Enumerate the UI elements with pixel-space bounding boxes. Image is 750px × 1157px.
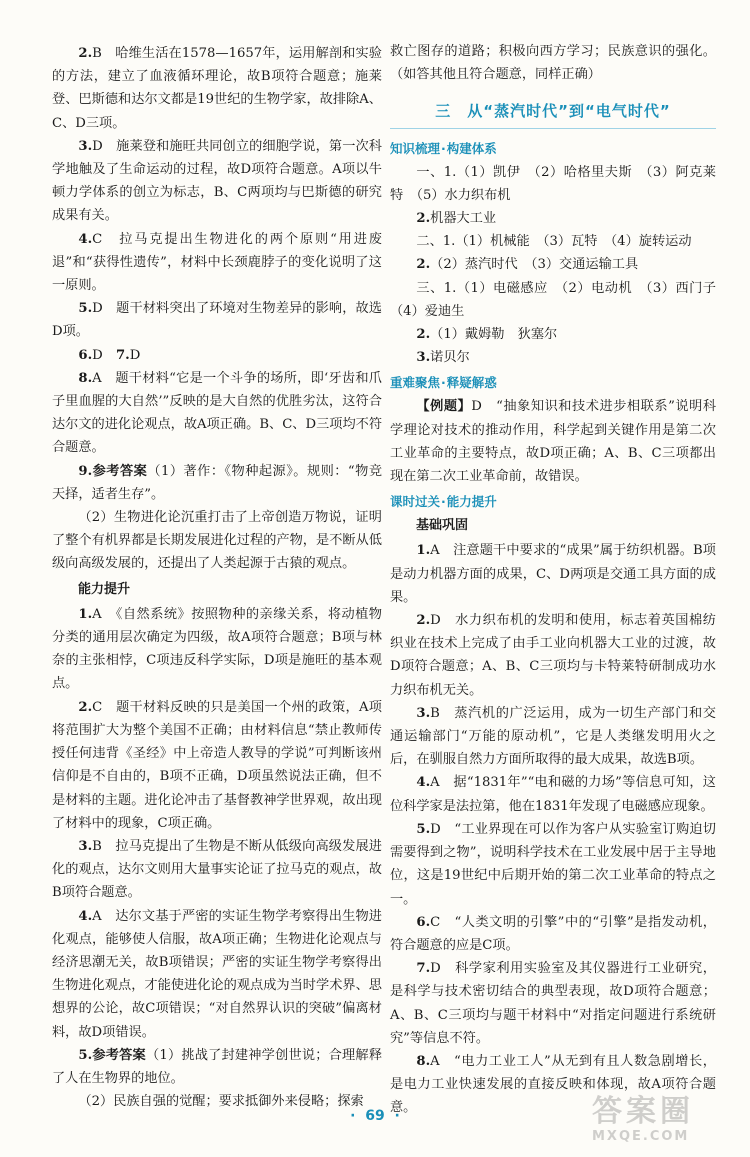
page-number: 69 — [365, 1108, 385, 1124]
page-footer: · 69 · — [350, 1108, 400, 1124]
answer-text: 三、1.（1）电磁感应 （2）电动机 （3）西门子 （4）爱迪生 — [390, 280, 730, 319]
answer-letter: B — [92, 46, 102, 61]
answer-text — [103, 348, 116, 363]
answer-text: 诺贝尔 — [430, 350, 470, 366]
answer-text: 题干材料反映的只是美国一个州的政策，A项将范围扩大为整个美国不正确；由材料信息“禁止教师传授任何违背《圣经》中上帝造人教导的学说”可判断该州信仰是不自由的，B项不正确，D项虽然说法正确，但不是材料的主题。进化论冲击了基督教神学世界观，故出现了材料中的现象，C项正确。 — [52, 699, 382, 831]
answer-keyword: 【例题】 — [416, 399, 472, 415]
question-number: 2. — [416, 211, 431, 227]
answer-text: 注意题干中要求的“成果”属于纺织机器。B项是动力机器方面的成果，C、D两项是交通工具方面的成果。 — [390, 543, 716, 605]
answer-text: 拉马克提出生物进化的两个原则“用进废退”和“获得性遗传”，材料中长颈鹿脖子的变化说明了这一原则。 — [52, 231, 382, 294]
answer-text: “人类文明的引擎”中的“引擎”是指发动机，符合题意的应是C项。 — [390, 914, 716, 953]
answer-paragraph — [390, 207, 716, 230]
answer-letter: C — [92, 231, 103, 247]
question-number: 4. — [416, 775, 431, 791]
left-column — [52, 42, 382, 1113]
question-number: 2. — [416, 327, 431, 343]
answer-letter: D — [430, 961, 441, 977]
answer-text: 救亡图存的道路；积极向西方学习；民族意识的强化。（如答其他且符合题意，同样正确） — [390, 44, 716, 83]
answer-paragraph — [52, 506, 382, 576]
answer-paragraph — [52, 367, 382, 460]
question-number: 4. — [78, 908, 93, 924]
answer-text: （1）挑战了封建神学创世说；合理解释了人在生物界的地位。 — [52, 1047, 383, 1086]
answer-letter: C — [92, 699, 103, 715]
right-column — [390, 40, 730, 1120]
banner-label: 释疑解惑 — [446, 375, 497, 391]
answer-text: （1）著作：《物种起源》。规则：“物竞天择，适者生存”。 — [52, 463, 383, 502]
answer-text: 据“1831年”“电和磁的力场”等信息可知，这位科学家是法拉第，他在1831年发现了电磁感应现象。 — [390, 775, 716, 814]
answer-paragraph — [390, 911, 716, 957]
answer-text: “工业界现在可以作为客户从实验室订购迫切需要得到之物”，说明科学技术在工业发展中居于主导地位，这是19世纪中后期开始的第二次工业革命的特点之一。 — [390, 821, 716, 907]
answer-text: D “抽象知识和技术进步相联系”说明科学理论对技术的推动作用，科学起到关键作用是第二次工业革命的主要特点，故D项正确；A、B、C三项都出现在第二次工业革命前，故错误。 — [390, 399, 717, 485]
watermark-text: 答案圈 — [592, 1094, 694, 1129]
answer-text: （2）蒸汽时代 （3）交通运输工具 — [430, 257, 639, 273]
answer-paragraph — [390, 957, 716, 1050]
answer-letter: D — [92, 301, 103, 317]
answer-letter: A — [430, 1053, 440, 1069]
question-number: 2. — [416, 613, 431, 629]
question-number: 5. — [78, 301, 93, 317]
answer-paragraph — [390, 346, 716, 369]
subsection-heading: 能力提升 — [78, 581, 131, 597]
question-number: 2. — [78, 46, 93, 61]
section-banner — [390, 373, 716, 393]
question-number: 7. — [115, 347, 130, 363]
question-number: 1. — [416, 543, 431, 559]
answer-letter: D — [430, 613, 441, 629]
answer-text: 《自然系统》按照物种的亲缘关系，将动植物分类的通用层次确定为四级，故A项符合题意；B项与林奈的主张相悖，C项违反科学实际，D项是施旺的基本观点。 — [52, 606, 382, 692]
answer-text: 机器大工业 — [430, 211, 497, 227]
watermark-domain: MXQE.COM — [592, 1129, 690, 1144]
section-banner — [390, 492, 716, 512]
answer-paragraph — [390, 323, 716, 346]
answer-letter: A — [92, 370, 102, 386]
answer-keyword: 参考答案 — [92, 463, 148, 479]
watermark-logo — [592, 1095, 742, 1151]
answer-letter: D — [129, 347, 141, 363]
banner-label: 能力提升 — [446, 494, 497, 510]
answer-text: 拉马克提出了生物是不断从低级向高级发展进化的观点，达尔文则用大量事实论证了拉马克的观点，故B项符合题意。 — [52, 838, 382, 901]
answer-paragraph — [390, 230, 716, 253]
question-number: 3. — [416, 350, 431, 366]
answer-paragraph — [390, 539, 716, 609]
answer-paragraph — [390, 395, 716, 488]
section-banner — [390, 139, 716, 159]
answer-paragraph — [390, 161, 716, 207]
answer-paragraph — [52, 344, 382, 367]
answer-letter: A — [92, 908, 102, 924]
answer-text: 水力织布机的发明和使用，标志着英国棉纺织业在技术上完成了由手工业向机器大工业的过渡，故D项符合题意；A、B、C三项均与卡特莱特研制成功水力织布机无关。 — [390, 613, 716, 698]
banner-label: 知识梳理 — [390, 140, 441, 156]
answer-paragraph — [390, 771, 716, 817]
answer-paragraph — [52, 297, 382, 343]
question-number: 7. — [416, 961, 431, 977]
question-number: 3. — [78, 838, 93, 854]
answer-paragraph — [390, 818, 716, 911]
question-number: 5. — [78, 1047, 93, 1063]
banner-dot: · — [441, 494, 446, 510]
answer-keyword: 参考答案 — [92, 1047, 146, 1063]
answer-text: （2）民族自强的觉醒；要求抵御外来侵略；探索 — [78, 1094, 364, 1110]
question-number: 1. — [78, 606, 93, 622]
banner-label: 课时过关 — [390, 494, 441, 510]
banner-label: 构建体系 — [446, 140, 497, 156]
answer-text: 题干材料突出了环境对生物差异的影响，故选D项。 — [52, 301, 382, 340]
answer-paragraph — [52, 905, 382, 1044]
answer-text: 哈维生活在1578—1657年，运用解剖和实验的方法，建立了血液循环理论，故B项符合题意；施莱登、巴斯德和达尔文都是19世纪的生物学家，故排除A、C、D三项。 — [52, 46, 382, 131]
answer-letter: A — [92, 606, 102, 622]
answer-paragraph — [52, 460, 382, 506]
answer-paragraph — [390, 609, 716, 702]
answer-text: 题干材料“它是一个斗争的场所，即‘牙齿和爪子里血腥的大自然’”反映的是大自然的优胜劣汰，这符合达尔文的进化论观点，故A项正确。B、C、D三项均不符合题意。 — [52, 370, 383, 456]
answer-paragraph — [390, 702, 716, 772]
answer-letter: C — [430, 914, 441, 930]
question-number: 3. — [416, 705, 431, 721]
question-number: 4. — [78, 231, 93, 247]
answer-text: 科学家利用实验室及其仪器进行工业研究，是科学与技术密切结合的典型表现，故D项符合题意；A、B、C三项均与题干材料中“对指定问题进行系统研究”等信息不符。 — [390, 961, 716, 1046]
question-number: 2. — [416, 257, 431, 273]
answer-letter: D — [92, 138, 103, 154]
answer-letter: B — [92, 838, 102, 854]
answer-paragraph — [52, 1044, 382, 1090]
question-number: 6. — [78, 347, 93, 363]
answer-paragraph — [52, 835, 382, 905]
answer-letter: D — [92, 347, 103, 363]
answer-text: 蒸汽机的广泛运用，成为一切生产部门和交通运输部门“万能的原动机”，它是人类继发明用火之后，在驯服自然力方面所取得的最大成果，故选B项。 — [390, 705, 716, 768]
answer-paragraph — [390, 277, 730, 323]
answer-text: 一、1.（1）凯伊 （2）哈格里夫斯 （3）阿克莱特 （5）水力织布机 — [390, 164, 716, 203]
answer-text: 施莱登和施旺共同创立的细胞学说，第一次科学地触及了生命运动的过程，故D项符合题意。A项以牛顿力学体系的创立为标志，B、C两项均与巴斯德的研究成果有关。 — [52, 138, 382, 224]
question-number: 9. — [78, 463, 93, 479]
banner-label: 重难聚焦 — [390, 375, 441, 391]
answer-paragraph — [52, 135, 382, 228]
answer-text: 达尔文基于严密的实证生物学考察得出生物进化观点，能够使人信服，故A项正确；生物进化论观点与经济思潮无关，故B项错误；严密的实证生物学考察得出生物进化观点，才能使进化论的观点成为当时学术界、思想界的公论，故C项错误；“对自然界认识的突破”偏离材料，故D项错误。 — [52, 908, 382, 1040]
question-number: 8. — [416, 1053, 431, 1069]
answer-letter: B — [430, 705, 440, 721]
answer-paragraph — [52, 603, 382, 696]
answer-paragraph — [52, 228, 382, 298]
banner-dot: · — [441, 140, 446, 156]
answer-paragraph — [390, 253, 716, 276]
question-number: 2. — [78, 699, 93, 715]
answer-text: “电力工业工人”从无到有且人数急剧增长，是电力工业快速发展的直接反映和体现，故A项符合题意。 — [390, 1053, 716, 1116]
answer-letter: A — [430, 543, 440, 559]
answer-paragraph — [52, 42, 382, 135]
question-number: 3. — [78, 138, 93, 154]
answer-letter: D — [430, 821, 441, 837]
answer-letter: A — [430, 775, 440, 791]
banner-dot: · — [441, 375, 446, 391]
question-number: 6. — [416, 914, 431, 930]
subsection-heading: 基础巩固 — [416, 518, 469, 534]
question-number: 8. — [78, 370, 93, 386]
section-title: 三 从“蒸汽时代”到“电气时代” — [390, 100, 716, 128]
answer-text: 二、1.（1）机械能 （3）瓦特 （4）旋转运动 — [416, 234, 692, 250]
answer-paragraph — [390, 40, 716, 86]
question-number: 5. — [416, 821, 431, 837]
answer-paragraph — [52, 696, 382, 835]
answer-text: （1）戴姆勒 狄塞尔 — [430, 327, 558, 343]
answer-text: （2）生物进化论沉重打击了上帝创造万物说，证明了整个有机界都是长期发展进化过程的产物，是不断从低级向高级发展的，还提出了人类起源于古猿的观点。 — [52, 510, 382, 572]
